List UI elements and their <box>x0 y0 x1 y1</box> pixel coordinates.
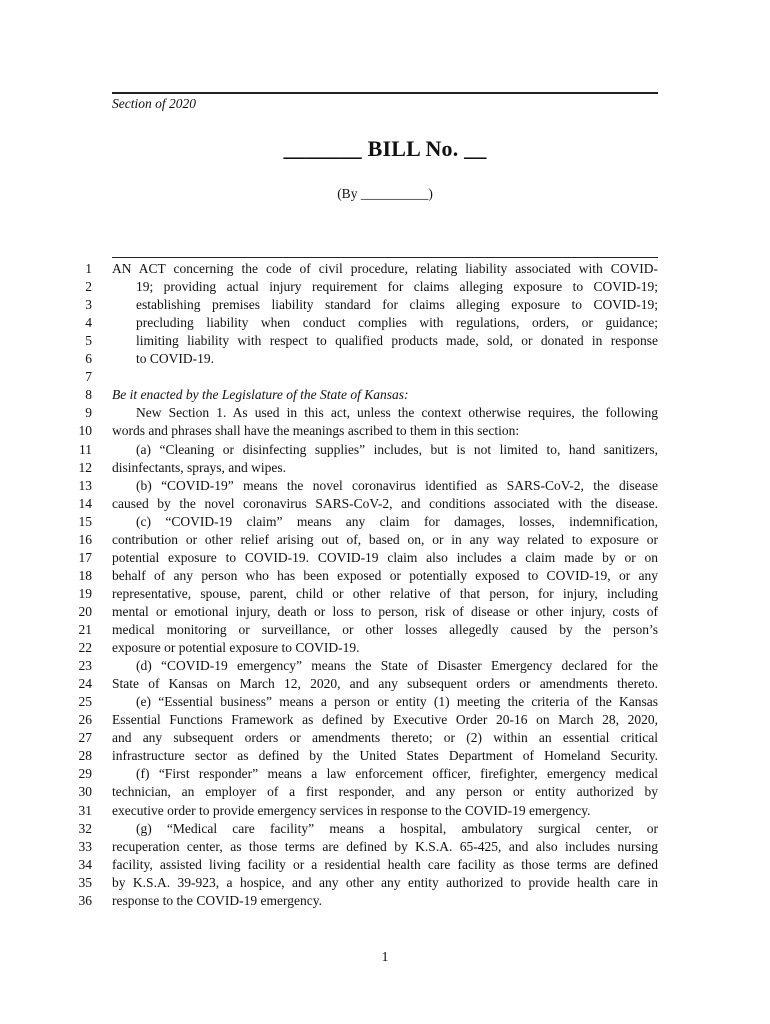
bill-line <box>0 783 770 801</box>
line-number: 5 <box>85 333 92 349</box>
line-number: 4 <box>85 315 92 331</box>
line-number: 26 <box>78 712 92 728</box>
bill-line <box>0 350 770 368</box>
line-number: 1 <box>85 261 92 276</box>
line-number: 6 <box>85 351 92 367</box>
bill-line <box>0 657 770 675</box>
line-text: (b) “COVID-19” means the novel coronavirus identified as SARS-CoV-2, the disease <box>136 477 658 493</box>
bill-line <box>0 765 770 783</box>
line-text: caused by the novel coronavirus SARS-CoV-2, and conditions associated with the disease. <box>112 495 658 511</box>
line-number: 34 <box>78 856 92 872</box>
line-text: facility, assisted living facility or a residential health care facility as those terms are defined <box>112 856 658 872</box>
line-text: exposure or potential exposure to COVID-19. <box>112 640 360 656</box>
line-text: by K.S.A. 39-923, a hospice, and any other any entity authorized to provide health care in <box>112 874 658 890</box>
bill-line <box>0 459 770 477</box>
line-text: (c) “COVID-19 claim” means any claim for damages, losses, indemnification, <box>136 513 658 529</box>
bill-line <box>0 477 770 495</box>
line-text: (g) “Medical care facility” means a hospital, ambulatory surgical center, or <box>136 820 658 836</box>
line-text: representative, spouse, parent, child or other relative of that person, for injury, including <box>112 585 658 601</box>
line-text: (e) “Essential business” means a person or entity (1) meeting the criteria of the Kansas <box>136 694 658 710</box>
bill-line <box>0 422 770 440</box>
line-text: disinfectants, sprays, and wipes. <box>112 459 286 475</box>
enacting-clause: Be it enacted by the Legislature of the State of Kansas: <box>112 387 409 403</box>
bill-line <box>0 729 770 747</box>
bill-line <box>0 621 770 639</box>
bill-line <box>0 513 770 531</box>
line-text: medical monitoring or surveillance, or other losses allegedly caused by the person’s <box>112 622 658 637</box>
bill-line <box>0 332 770 350</box>
line-number: 33 <box>78 838 92 854</box>
line-number: 23 <box>78 658 92 674</box>
bill-line <box>0 549 770 567</box>
line-number: 20 <box>78 603 92 619</box>
line-number: 2 <box>85 279 92 295</box>
line-number: 31 <box>78 802 92 818</box>
bill-line <box>0 693 770 711</box>
page-number: 1 <box>381 950 389 965</box>
line-text: limiting liability with respect to qualified products made, sold, or donated in response <box>136 333 658 349</box>
line-text: (f) “First responder” means a law enforcement officer, firefighter, emergency medical <box>136 766 658 782</box>
section-label: Section of 2020 <box>112 96 196 111</box>
line-text: precluding liability when conduct complies with regulations, orders, or guidance; <box>136 315 658 331</box>
line-number: 36 <box>78 892 92 908</box>
line-text: 19; providing actual injury requirement for claims alleging exposure to COVID-19; <box>136 279 658 295</box>
line-number: 15 <box>78 513 92 529</box>
by-line: (By __________) <box>337 186 433 201</box>
line-number: 12 <box>78 459 92 475</box>
line-number: 25 <box>78 694 92 710</box>
line-text: recuperation center, as those terms are defined by K.S.A. 65-425, and also includes nursing <box>112 838 658 854</box>
bill-line <box>0 675 770 693</box>
bill-line <box>0 368 770 386</box>
line-number: 7 <box>85 369 92 385</box>
line-number: 10 <box>78 423 92 439</box>
bill-line <box>0 603 770 621</box>
bill-line <box>0 260 770 278</box>
line-number: 8 <box>85 387 92 403</box>
line-text: technician, an employer of a first responder, and any person or entity authorized by <box>112 784 658 800</box>
line-text: (a) “Cleaning or disinfecting supplies” includes, but is not limited to, hand sanitizers, <box>136 441 658 457</box>
line-number: 3 <box>85 297 92 313</box>
line-number: 19 <box>78 585 92 601</box>
bill-line <box>0 531 770 549</box>
bill-line <box>0 747 770 765</box>
line-number: 27 <box>78 730 92 746</box>
line-number: 35 <box>78 874 92 890</box>
bill-line <box>0 820 770 838</box>
bill-line <box>0 404 770 422</box>
line-text: (d) “COVID-19 emergency” means the State of Disaster Emergency declared for the <box>136 658 658 674</box>
bill-line <box>0 495 770 513</box>
title-rule <box>112 257 658 258</box>
line-number: 14 <box>78 495 92 511</box>
line-number: 11 <box>79 441 92 457</box>
line-text: AN ACT concerning the code of civil procedure, relating liability associated with COVID- <box>112 261 658 276</box>
line-text: infrastructure sector as defined by the United States Department of Homeland Security. <box>112 748 658 764</box>
bill-line <box>0 567 770 585</box>
line-number: 22 <box>78 640 92 656</box>
line-number: 28 <box>78 748 92 764</box>
line-text: mental or emotional injury, death or loss to person, risk of disease or other injury, costs of <box>112 603 658 619</box>
line-text: executive order to provide emergency services in response to the COVID-19 emergency. <box>112 802 591 818</box>
line-text: potential exposure to COVID-19. COVID-19 claim also includes a claim made by or on <box>112 549 658 565</box>
bill-line <box>0 892 770 910</box>
bill-line <box>0 585 770 603</box>
bill-title: _______ BILL No. __ <box>283 136 487 161</box>
line-number: 16 <box>78 531 92 547</box>
bill-line <box>0 711 770 729</box>
line-text: and any subsequent orders or amendments thereto; or (2) within an essential critical <box>112 730 658 746</box>
line-text: establishing premises liability standard for claims alleging exposure to COVID-19; <box>136 297 658 313</box>
bill-line <box>0 874 770 892</box>
bill-line <box>0 278 770 296</box>
bill-line <box>0 802 770 820</box>
bill-line <box>0 296 770 314</box>
bill-line <box>0 314 770 332</box>
line-number: 17 <box>78 549 92 565</box>
line-text: New Section 1. As used in this act, unless the context otherwise requires, the following <box>136 405 658 421</box>
line-text: behalf of any person who has been exposed or potentially exposed to COVID-19, or any <box>112 567 658 583</box>
line-number: 30 <box>78 784 92 800</box>
line-number: 21 <box>78 622 92 637</box>
bill-line <box>0 856 770 874</box>
bill-line <box>0 441 770 459</box>
header-rule <box>112 92 658 94</box>
line-number: 24 <box>78 676 92 692</box>
bill-line <box>0 386 770 404</box>
line-number: 29 <box>78 766 92 782</box>
bill-line <box>0 838 770 856</box>
line-number: 13 <box>78 477 92 493</box>
bill-line <box>0 639 770 657</box>
line-text: contribution or other relief arising out of, based on, or in any way related to exposure or <box>112 531 658 547</box>
line-text: Essential Functions Framework as defined by Executive Order 20-16 on March 28, 2020, <box>112 712 658 728</box>
line-text: State of Kansas on March 12, 2020, and any subsequent orders or amendments thereto. <box>112 676 658 692</box>
line-text: response to the COVID-19 emergency. <box>112 892 322 908</box>
line-number: 18 <box>78 567 92 583</box>
line-text: words and phrases shall have the meanings ascribed to them in this section: <box>112 423 520 439</box>
line-number: 9 <box>85 405 92 421</box>
line-text: to COVID-19. <box>136 351 214 367</box>
line-number: 32 <box>78 820 92 836</box>
